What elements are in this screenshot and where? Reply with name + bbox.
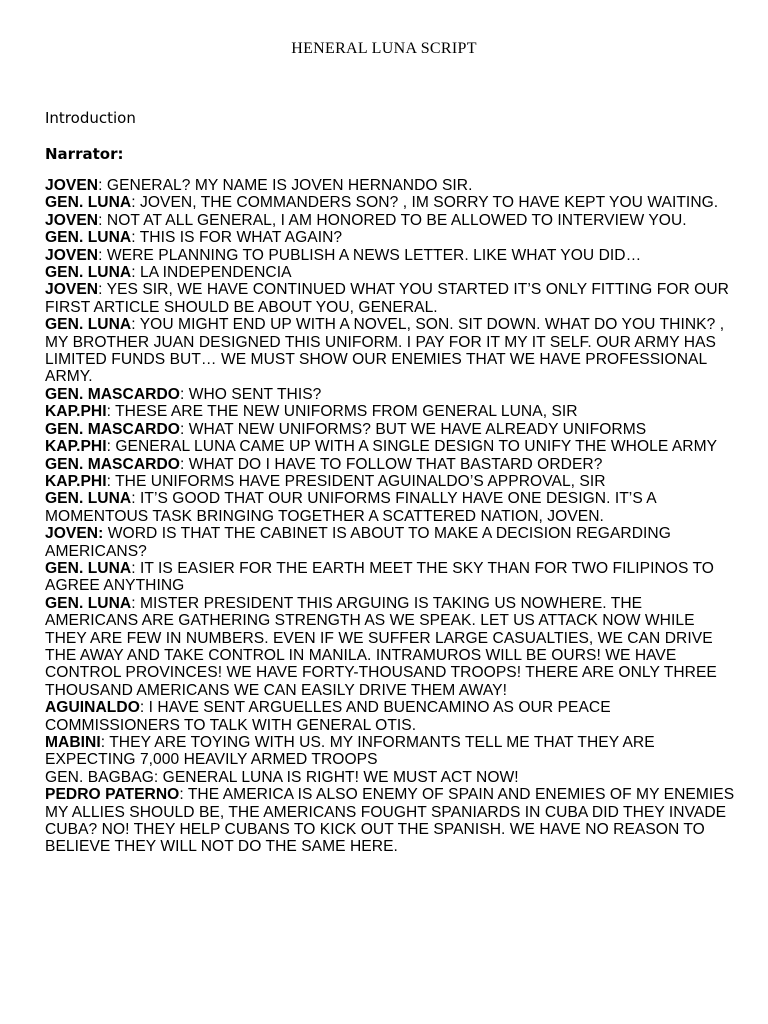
dialogue-line [45, 177, 735, 194]
dialogue-text: : WHAT NEW UNIFORMS? BUT WE HAVE ALREADY UNIFORMS [179, 420, 647, 438]
dialogue-line [45, 525, 735, 560]
narrator-label: Narrator: [45, 145, 124, 163]
dialogue-line [45, 490, 735, 525]
dialogue-speaker: GEN. LUNA [45, 490, 132, 508]
dialogue-text: : JOVEN, THE COMMANDERS SON? , IM SORRY TO HAVE KEPT YOU WAITING. [131, 194, 719, 212]
dialogue-line [45, 595, 735, 699]
dialogue-speaker: GEN. LUNA [45, 229, 132, 247]
dialogue-speaker: PEDRO PATERNO [45, 786, 180, 804]
dialogue-line [45, 247, 735, 264]
dialogue-text: : IT’S GOOD THAT OUR UNIFORMS FINALLY HAVE ONE DESIGN. IT’S A MOMENTOUS TASK BRINGING TOGETHER A SCATTERED NATION, JOVEN. [45, 490, 656, 525]
dialogue-speaker: GEN. LUNA [45, 194, 132, 212]
dialogue-speaker: GEN. MASCARDO [45, 385, 180, 403]
dialogue-text: : THE UNIFORMS HAVE PRESIDENT AGUINALDO’S APPROVAL, SIR [106, 472, 606, 490]
document-title: HENERAL LUNA SCRIPT [291, 40, 477, 57]
dialogue-speaker: AGUINALDO [45, 699, 140, 717]
dialogue-speaker: GEN. MASCARDO [45, 420, 180, 438]
dialogue-text: : THEY ARE TOYING WITH US. MY INFORMANTS TELL ME THAT THEY ARE EXPECTING 7,000 HEAVILY ARMED TROOPS [45, 734, 655, 769]
dialogue-speaker: JOVEN [45, 246, 99, 264]
dialogue-speaker: GEN. LUNA [45, 594, 132, 612]
dialogue-speaker: KAP.PHI [45, 438, 107, 456]
dialogue-line [45, 734, 735, 769]
dialogue-text: : WHO SENT THIS? [179, 385, 322, 403]
dialogue-text: : GENERAL LUNA CAME UP WITH A SINGLE DESIGN TO UNIFY THE WHOLE ARMY [106, 438, 718, 456]
dialogue-text: : WHAT DO I HAVE TO FOLLOW THAT BASTARD ORDER? [179, 455, 603, 473]
dialogue-line [45, 264, 735, 281]
dialogue-text: : GENERAL? MY NAME IS JOVEN HERNANDO SIR. [98, 177, 473, 194]
dialogue-line [45, 786, 735, 856]
dialogue-speaker: JOVEN [45, 177, 99, 194]
dialogue-line [45, 473, 735, 490]
dialogue-text: : YES SIR, WE HAVE CONTINUED WHAT YOU STARTED IT’S ONLY FITTING FOR OUR FIRST ARTICLE SHOULD BE ABOUT YOU, GENERAL. [45, 281, 729, 316]
dialogue-line [45, 438, 735, 455]
dialogue-text: : WERE PLANNING TO PUBLISH A NEWS LETTER. LIKE WHAT YOU DID… [98, 246, 642, 264]
dialogue-speaker: MABINI [45, 734, 101, 751]
dialogue-speaker: GEN. BAGBAG [45, 768, 154, 786]
dialogue-line [45, 386, 735, 403]
dialogue-line [45, 316, 735, 386]
dialogue-text: : GENERAL LUNA IS RIGHT! WE MUST ACT NOW! [153, 768, 519, 786]
script-body [45, 177, 735, 856]
dialogue-line [45, 212, 735, 229]
dialogue-speaker: JOVEN [45, 281, 99, 299]
dialogue-line [45, 229, 735, 246]
dialogue-text: : IT IS EASIER FOR THE EARTH MEET THE SKY THAN FOR TWO FILIPINOS TO AGREE ANYTHING [45, 559, 714, 595]
dialogue-line [45, 421, 735, 438]
dialogue-line [45, 281, 735, 316]
dialogue-text: : THIS IS FOR WHAT AGAIN? [131, 229, 343, 247]
dialogue-line [45, 403, 735, 420]
dialogue-speaker: KAP.PHI [45, 403, 107, 421]
dialogue-text: : LA INDEPENDENCIA [131, 264, 292, 282]
dialogue-text: : THE AMERICA IS ALSO ENEMY OF SPAIN AND ENEMIES OF MY ENEMIES MY ALLIES SHOULD BE, THE AMERICANS FOUGHT SPANIARDS IN CUBA DID THEY INVADE CUBA? NO! THEY HELP CUBANS TO KICK OUT THE SPANISH. WE HAVE NO REASON TO BELIEVE THEY WILL NOT DO THE SAME HERE. [45, 786, 735, 856]
dialogue-speaker: GEN. MASCARDO [45, 455, 180, 473]
dialogue-line [45, 699, 735, 734]
dialogue-speaker: JOVEN: [45, 525, 104, 543]
dialogue-speaker: KAP.PHI [45, 472, 107, 490]
section-heading-introduction: Introduction [45, 109, 136, 127]
dialogue-line [45, 456, 735, 473]
dialogue-speaker: GEN. LUNA [45, 559, 132, 577]
dialogue-text: : MISTER PRESIDENT THIS ARGUING IS TAKING US NOWHERE. THE AMERICANS ARE GATHERING STRENGTH AS WE SPEAK. LET US ATTACK NOW WHILE THEY ARE FEW IN NUMBERS. EVEN IF WE SUFFER LARGE CASUALTIES, WE CAN DRIVE THE AWAY AND TAKE CONTROL IN MANILA. INTRAMUROS WILL BE OURS! WE HAVE CONTROL PROVINCES! WE HAVE FORTY-THOUSAND TROOPS! THERE ARE ONLY THREE THOUSAND AMERICANS WE CAN EASILY DRIVE THEM AWAY! [45, 594, 717, 699]
dialogue-text: : NOT AT ALL GENERAL, I AM HONORED TO BE ALLOWED TO INTERVIEW YOU. [98, 211, 687, 229]
dialogue-line [45, 194, 735, 211]
dialogue-speaker: JOVEN [45, 211, 99, 229]
dialogue-text: : I HAVE SENT ARGUELLES AND BUENCAMINO AS OUR PEACE COMMISSIONERS TO TALK WITH GENERAL OTIS. [45, 699, 611, 734]
dialogue-line [45, 769, 735, 786]
dialogue-text: : YOU MIGHT END UP WITH A NOVEL, SON. SIT DOWN. WHAT DO YOU THINK? , MY BROTHER JUAN DESIGNED THIS UNIFORM. I PAY FOR IT MY IT SELF. OUR ARMY HAS LIMITED FUNDS BUT… WE MUST SHOW OUR ENEMIES THAT WE HAVE PROFESSIONAL ARMY. [45, 316, 725, 386]
dialogue-speaker: GEN. LUNA [45, 316, 132, 334]
dialogue-text: : THESE ARE THE NEW UNIFORMS FROM GENERAL LUNA, SIR [106, 403, 578, 421]
dialogue-text: WORD IS THAT THE CABINET IS ABOUT TO MAKE A DECISION REGARDING AMERICANS? [45, 525, 671, 560]
dialogue-speaker: GEN. LUNA [45, 264, 132, 282]
dialogue-line [45, 560, 735, 595]
